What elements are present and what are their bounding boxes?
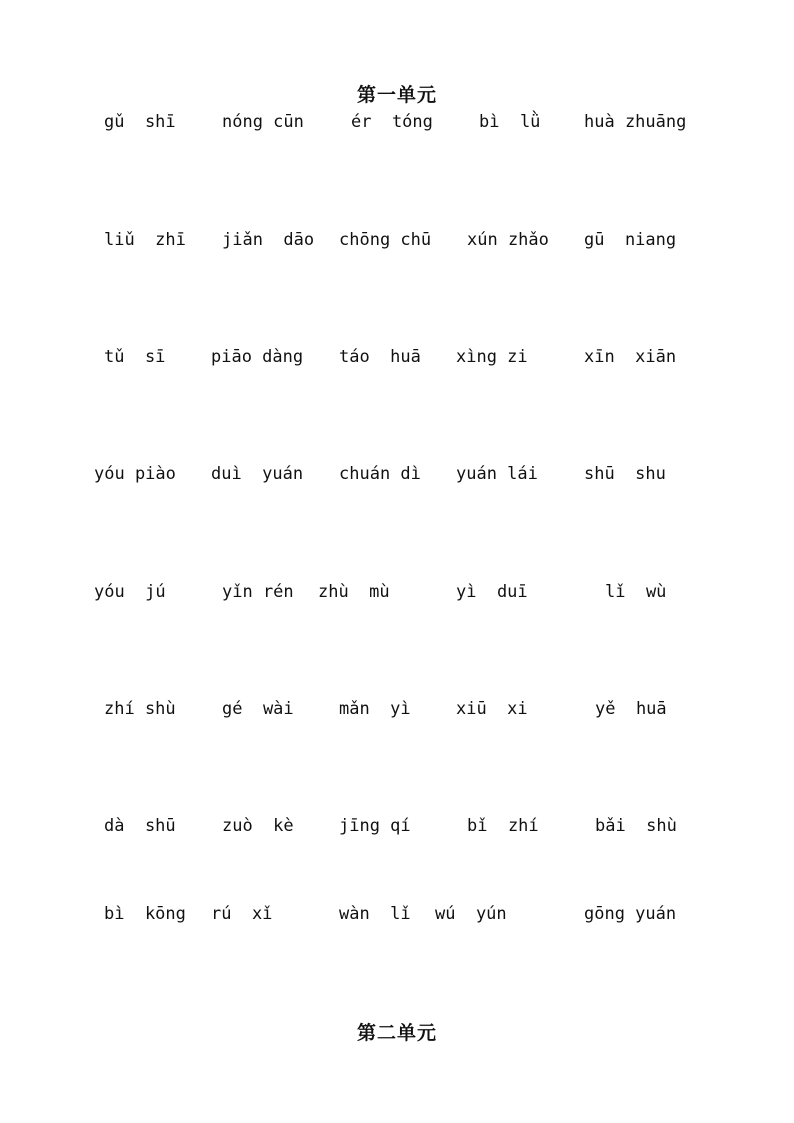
pinyin-word: duì yuán xyxy=(211,464,304,484)
pinyin-word: bǎi shù xyxy=(595,816,677,836)
pinyin-word: jīng qí xyxy=(339,816,411,836)
pinyin-word: yì duī xyxy=(456,582,528,602)
pinyin-row-6 xyxy=(0,697,794,721)
pinyin-word: gōng yuán xyxy=(584,904,677,924)
pinyin-word: nóng cūn xyxy=(222,112,304,132)
pinyin-word: xún zhǎo xyxy=(467,230,549,250)
pinyin-word: shū shu xyxy=(584,464,666,484)
pinyin-word: gé wài xyxy=(222,699,294,719)
pinyin-word: tǔ sī xyxy=(104,347,166,367)
pinyin-word: bì kōng xyxy=(104,904,186,924)
unit-2-title: 第二单元 xyxy=(356,1022,437,1044)
pinyin-row-7 xyxy=(0,814,794,838)
pinyin-word: chuán dì xyxy=(339,464,421,484)
pinyin-word: dà shū xyxy=(104,816,176,836)
pinyin-word: jiǎn dāo xyxy=(222,230,315,250)
pinyin-row-8 xyxy=(0,902,794,926)
pinyin-word: bì lǜ xyxy=(479,112,541,132)
pinyin-word: yóu piào xyxy=(94,464,176,484)
pinyin-word: ér tóng xyxy=(351,112,433,132)
pinyin-word: mǎn yì xyxy=(339,699,411,719)
pinyin-word: chōng chū xyxy=(339,230,432,250)
pinyin-word: huà zhuāng xyxy=(584,112,687,132)
pinyin-row-5 xyxy=(0,580,794,604)
pinyin-word: xiū xi xyxy=(456,699,528,719)
pinyin-word: táo huā xyxy=(339,347,421,367)
pinyin-word: yuán lái xyxy=(456,464,538,484)
pinyin-word: wàn lǐ xyxy=(339,904,411,924)
pinyin-word: gū niang xyxy=(584,230,677,250)
pinyin-word: yě huā xyxy=(595,699,667,719)
pinyin-word: lǐ wù xyxy=(605,582,667,602)
pinyin-word: yóu jú xyxy=(94,582,166,602)
pinyin-word: bǐ zhí xyxy=(467,816,539,836)
pinyin-row-4 xyxy=(0,462,794,486)
pinyin-word: yǐn rén xyxy=(222,582,294,602)
pinyin-word: liǔ zhī xyxy=(104,230,186,250)
pinyin-row-2 xyxy=(0,228,794,252)
pinyin-row-1 xyxy=(0,110,794,134)
pinyin-word: zuò kè xyxy=(222,816,294,836)
pinyin-word: rú xǐ xyxy=(211,904,273,924)
pinyin-word: zhí shù xyxy=(104,699,176,719)
pinyin-word: gǔ shī xyxy=(104,112,176,132)
pinyin-word: piāo dàng xyxy=(211,347,304,367)
pinyin-word: wú yún xyxy=(435,904,507,924)
pinyin-word: xīn xiān xyxy=(584,347,677,367)
unit-1-title: 第一单元 xyxy=(356,84,437,106)
pinyin-row-3 xyxy=(0,345,794,369)
pinyin-word: zhù mù xyxy=(318,582,390,602)
pinyin-word: xìng zi xyxy=(456,347,528,367)
